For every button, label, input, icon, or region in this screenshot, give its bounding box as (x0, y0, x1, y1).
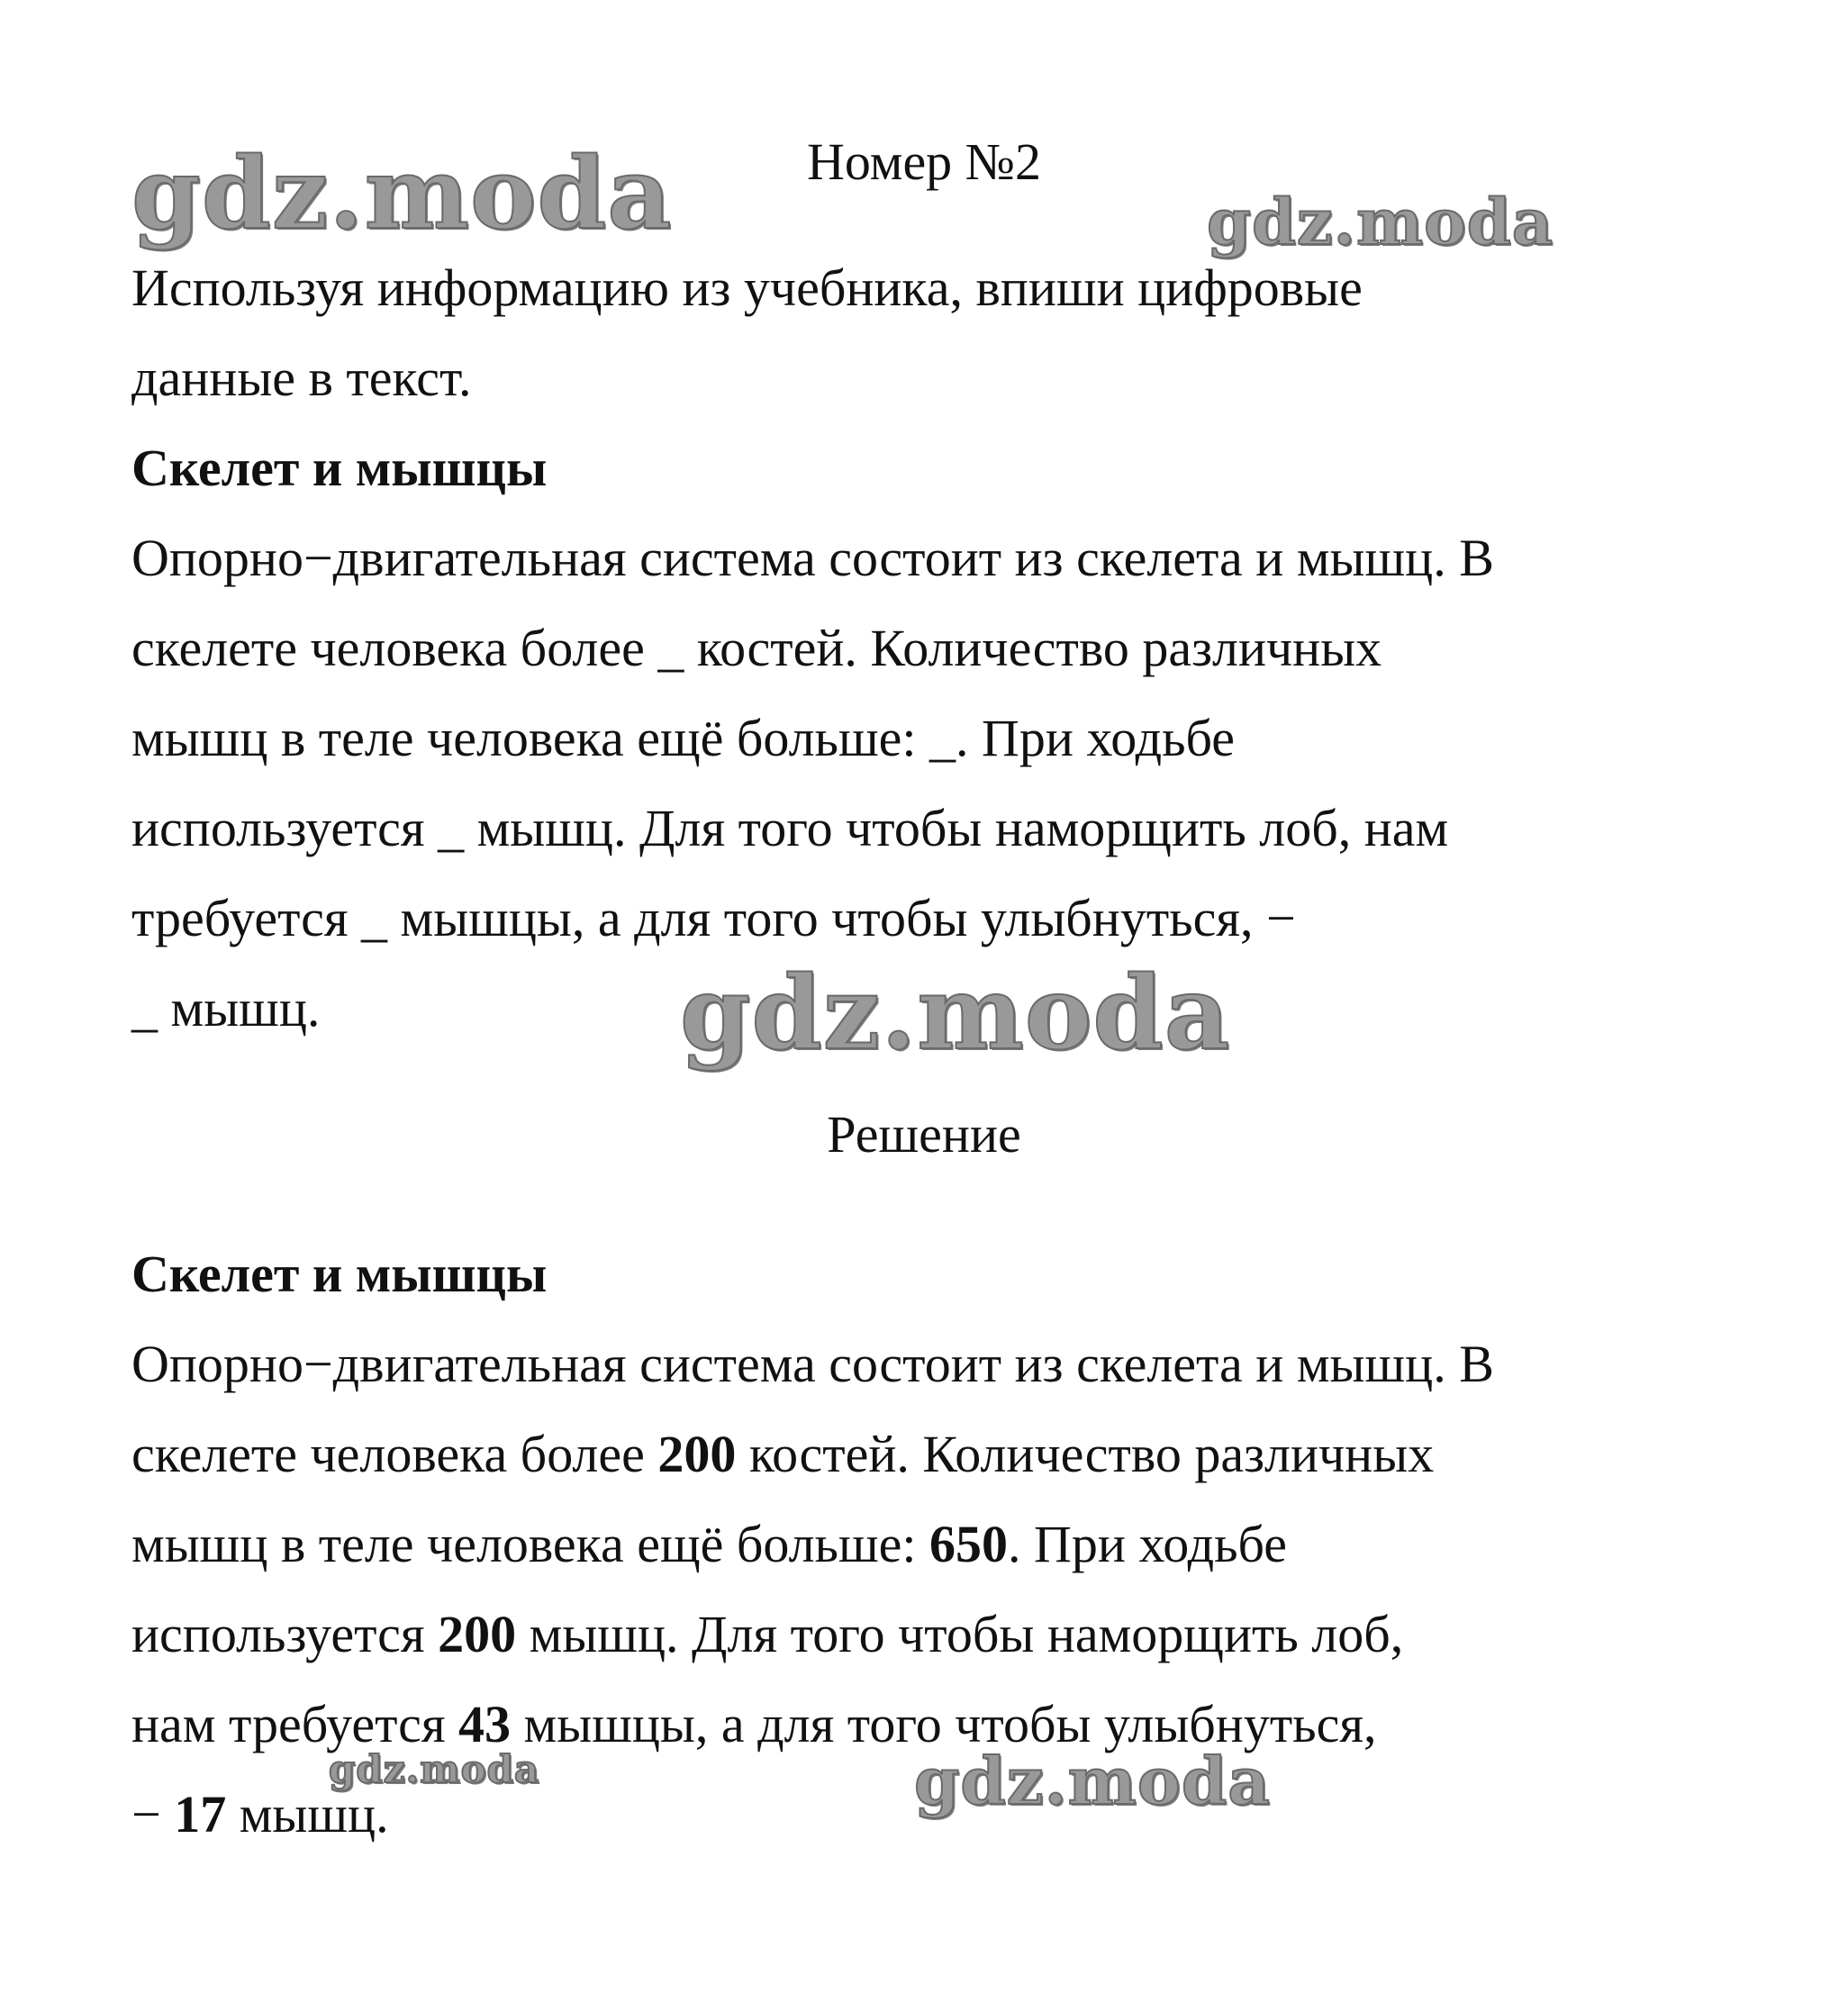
answer-bones: 200 (657, 1425, 737, 1483)
watermark-logo-top-left: gdz.moda (131, 135, 673, 251)
solution-line-text: костей. Количество различных (736, 1425, 1435, 1483)
solution-line (131, 1770, 1735, 1860)
solution-line-text: . При ходьбе (1008, 1515, 1288, 1573)
task-line: используется _ мышц. Для того чтобы наморщить лоб, нам (131, 799, 1449, 857)
solution-title: Решение (827, 1105, 1021, 1164)
task-heading: Скелет и мышцы (131, 439, 548, 497)
solution-line: Опорно−двигательная система состоит из скелета и мышц. В (131, 1335, 1494, 1393)
solution-line (131, 1409, 1735, 1499)
task-line: мышц в теле человека ещё больше: _. При ходьбе (131, 709, 1236, 767)
answer-muscles-total: 650 (929, 1515, 1009, 1573)
solution-line-text: − (131, 1785, 175, 1843)
task-line: Опорно−двигательная система состоит из скелета и мышц. В (131, 529, 1494, 587)
solution-text (131, 1229, 1735, 1860)
solution-line-text: нам требуется (131, 1695, 459, 1753)
instruction-line: данные в текст. (131, 349, 472, 407)
watermark-logo-bottom-right: gdz.moda (914, 1743, 1271, 1819)
answer-walking: 200 (438, 1605, 517, 1663)
solution-line (131, 1680, 1735, 1770)
task-line: _ мышц. (131, 979, 321, 1037)
task-number-title: Номер №2 (806, 132, 1042, 191)
solution-line-text: мышц. Для того чтобы наморщить лоб, (516, 1605, 1404, 1663)
solution-line-text: мышц в теле человека ещё больше: (131, 1515, 930, 1573)
watermark-logo-middle: gdz.moda (680, 955, 1231, 1073)
solution-line-text: используется (131, 1605, 439, 1663)
watermark-logo-top-right: gdz.moda (1207, 185, 1554, 259)
task-line: требуется _ мышцы, а для того чтобы улыбнуться, − (131, 889, 1296, 947)
instruction-line: Используя информацию из учебника, впиши цифровые (131, 258, 1363, 317)
solution-heading: Скелет и мышцы (131, 1245, 548, 1303)
task-text (131, 243, 1735, 1054)
answer-frown: 43 (458, 1695, 512, 1753)
watermark-logo-bottom-small: gdz.moda (329, 1747, 540, 1791)
solution-line-text: скелете человека более (131, 1425, 658, 1483)
solution-line (131, 1590, 1735, 1680)
solution-line (131, 1499, 1735, 1590)
solution-line-text: мышцы, а для того чтобы улыбнуться, (511, 1695, 1377, 1753)
task-line: скелете человека более _ костей. Количество различных (131, 619, 1382, 677)
solution-line-text: мышц. (226, 1785, 389, 1843)
answer-smile: 17 (174, 1785, 227, 1843)
